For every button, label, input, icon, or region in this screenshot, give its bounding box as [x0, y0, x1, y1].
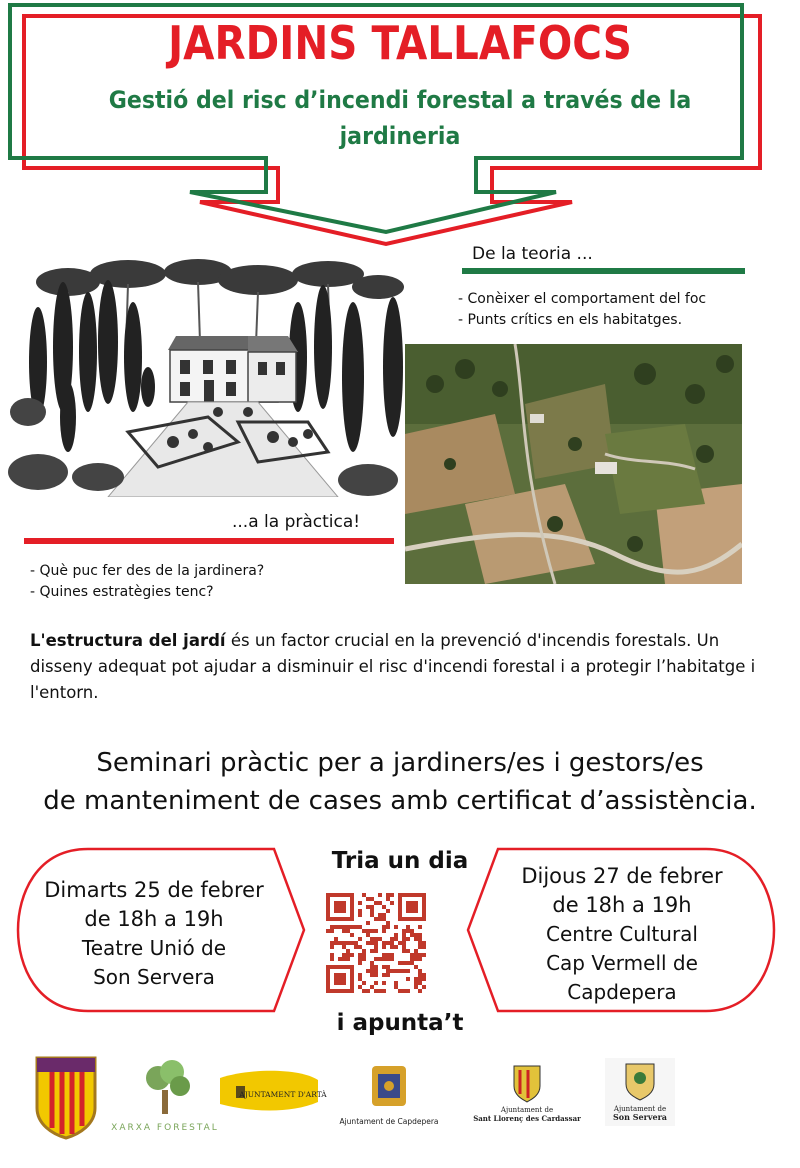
theory-heading: De la teoria ...	[472, 244, 593, 264]
session-right-date: Dijous 27 de febrer	[521, 864, 723, 888]
seminar-line-2: de manteniment de cases amb certificat d’assistència.	[43, 786, 757, 816]
session-left-date: Dimarts 25 de febrer	[44, 878, 264, 902]
page-subtitle: Gestió del risc d’incendi forestal a través de la jardineria	[108, 86, 692, 150]
svg-text:Son Servera: Son Servera	[613, 1112, 667, 1122]
capdepera-logo-icon	[339, 1066, 438, 1126]
aerial-photo	[405, 344, 742, 584]
svg-text:Ajuntament de Capdepera: Ajuntament de Capdepera	[339, 1117, 439, 1126]
seminar-description	[0, 744, 800, 820]
son-servera-logo-icon	[605, 1058, 675, 1126]
list-item: - Quines estratègies tenc?	[30, 584, 214, 600]
practice-list	[30, 561, 264, 603]
session-right	[494, 862, 750, 1007]
theory-underline	[462, 268, 745, 274]
practice-underline	[24, 538, 394, 544]
page-title: JARDINS TALLAFOCS	[168, 16, 632, 70]
xarxa-forestal-logo-icon	[111, 1060, 219, 1133]
qr-code-icon[interactable]	[326, 893, 426, 993]
balearic-shield-icon	[37, 1058, 95, 1138]
intro-text: és un factor crucial en la prevenció d'incendis forestals. Un disseny adequat pot ajudar a disminuir el risc d'incendi forestal i a protegir l’habitatge i l'entorn.	[30, 631, 756, 702]
list-item: - Punts crítics en els habitatges.	[458, 312, 683, 328]
session-left	[26, 876, 282, 992]
theory-list	[458, 289, 706, 331]
session-right-venue-2: Cap Vermell de	[546, 951, 698, 975]
session-left-venue: Teatre Unió de	[81, 936, 227, 960]
svg-text:Ajuntament de: Ajuntament de	[613, 1105, 667, 1113]
signup-label: i apunta’t	[336, 1010, 464, 1036]
session-right-town: Capdepera	[567, 980, 677, 1004]
garden-illustration	[8, 252, 408, 497]
seminar-line-1: Seminari pràctic per a jardiners/es i gestors/es	[96, 748, 704, 778]
svg-text:XARXA FORESTAL: XARXA FORESTAL	[111, 1123, 219, 1133]
svg-text:AJUNTAMENT D'ARTÀ: AJUNTAMENT D'ARTÀ	[239, 1090, 327, 1099]
intro-paragraph	[30, 628, 780, 706]
arta-logo-icon	[220, 1071, 327, 1111]
session-left-time: de 18h a 19h	[84, 907, 224, 931]
sponsor-logos	[0, 1050, 800, 1160]
list-item: - Conèixer el comportament del foc	[458, 291, 707, 307]
list-item: - Què puc fer des de la jardinera?	[30, 563, 265, 579]
session-right-venue: Centre Cultural	[546, 922, 698, 946]
sant-llorenc-logo-icon	[473, 1066, 581, 1123]
session-right-time: de 18h a 19h	[552, 893, 692, 917]
svg-text:Ajuntament de: Ajuntament de	[500, 1106, 554, 1114]
svg-text:Sant Llorenç des Cardassar: Sant Llorenç des Cardassar	[473, 1114, 581, 1123]
session-left-town: Son Servera	[93, 965, 215, 989]
practice-heading: ...a la pràctica!	[232, 512, 361, 532]
intro-bold-lead: L'estructura del jardí	[30, 631, 226, 650]
choose-day-label: Tria un dia	[331, 848, 469, 874]
